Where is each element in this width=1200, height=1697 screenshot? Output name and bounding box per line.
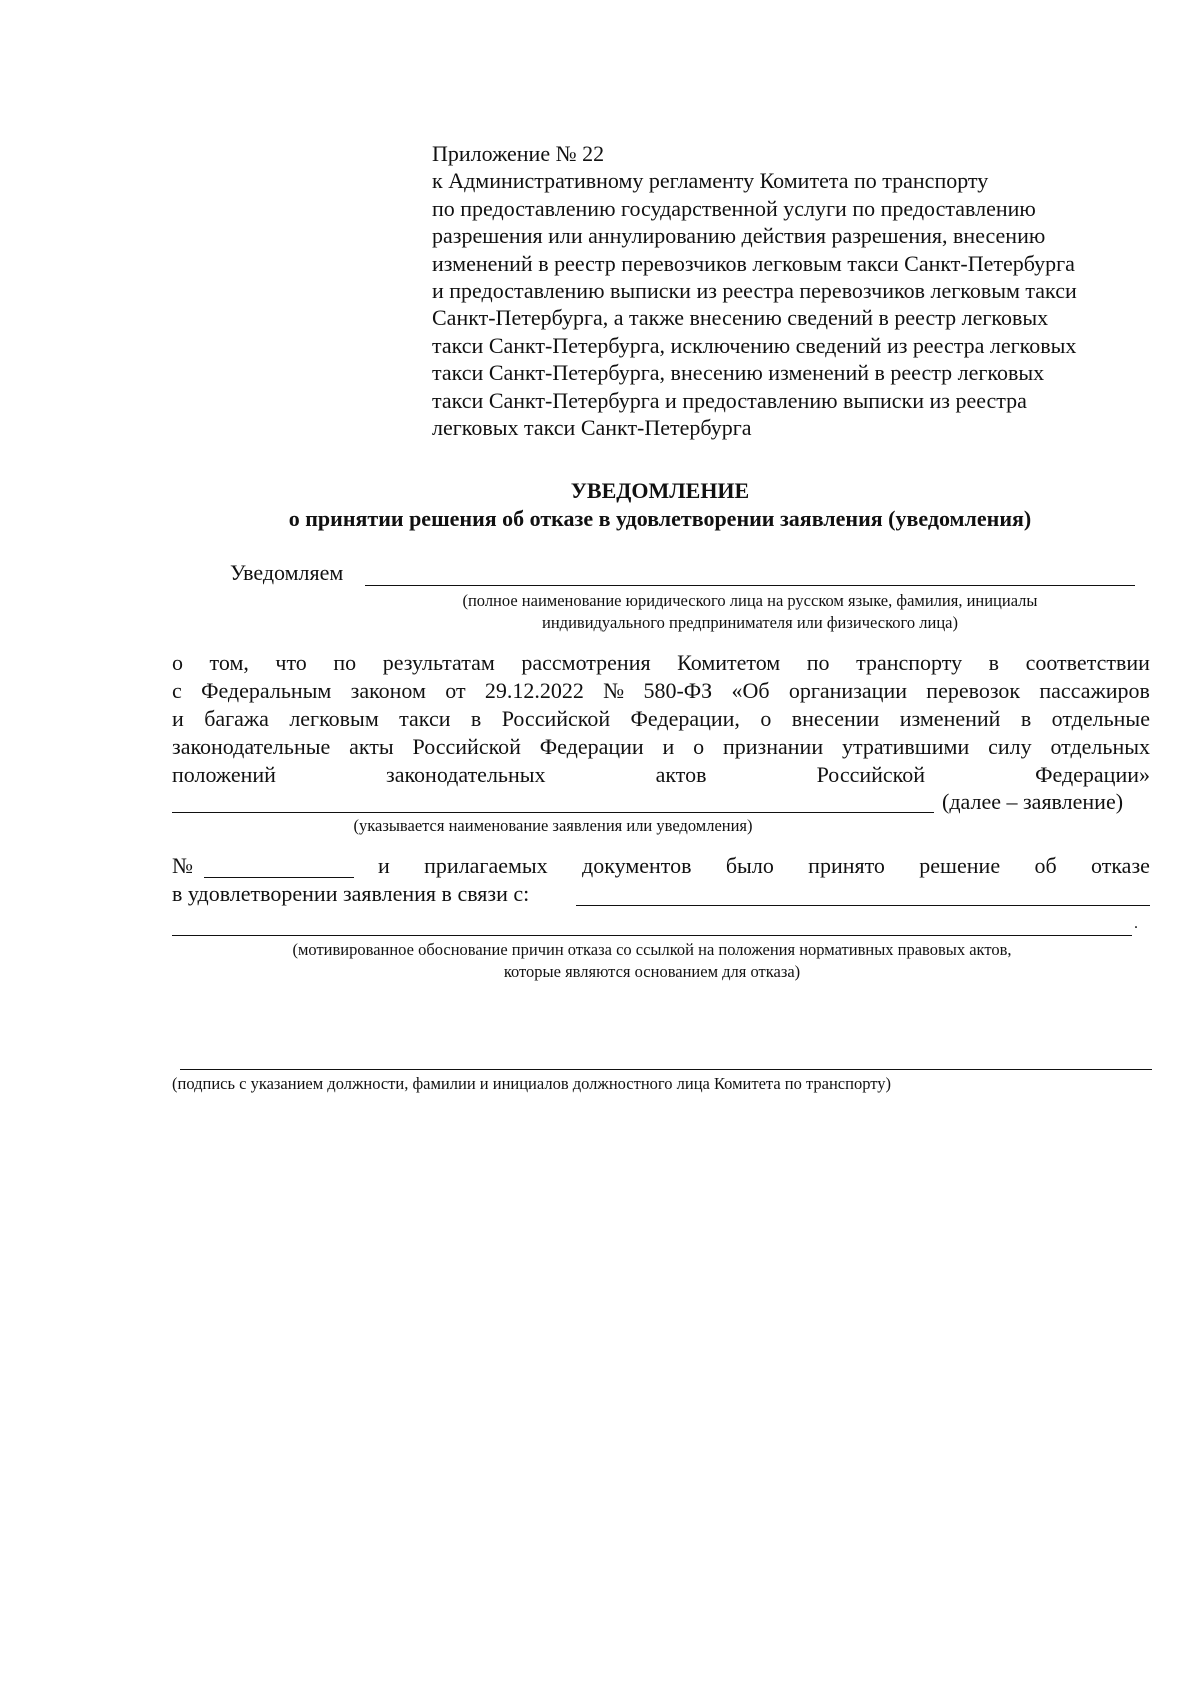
- word: отказе: [1091, 853, 1150, 878]
- word: документов: [582, 853, 692, 878]
- word: транспорту: [856, 650, 963, 675]
- word: том,: [209, 650, 249, 675]
- word: об: [1034, 853, 1057, 878]
- word: Комитетом: [677, 650, 781, 675]
- word: законом: [350, 678, 426, 703]
- signature-note: (подпись с указанием должности, фамилии и инициалов должностного лица Комитета по транспорту): [172, 1074, 891, 1093]
- refusal-note-line2: которые являются основанием для отказа): [503, 962, 801, 981]
- word: Федерации: [539, 734, 644, 759]
- appendix-reference: [432, 140, 1152, 441]
- word: пассажиров: [1039, 678, 1150, 703]
- word: было: [725, 853, 774, 878]
- further-referred-text: (далее – заявление): [942, 789, 1124, 814]
- appendix-line: Санкт-Петербурга, а также внесению сведений в реестр легковых: [432, 305, 1049, 331]
- word: такси: [399, 706, 451, 731]
- appendix-line: Приложение № 22: [432, 141, 605, 166]
- word: утратившими: [841, 734, 970, 759]
- word: по: [806, 650, 830, 675]
- body-line-1: [172, 650, 1150, 676]
- word: Российской: [501, 706, 611, 731]
- document-title: УВЕДОМЛЕНИЕ: [570, 478, 750, 503]
- appendix-line: такси Санкт-Петербурга, внесению изменений в реестр легковых: [432, 360, 1045, 386]
- recipient-note-line2: индивидуального предпринимателя или физического лица): [542, 613, 958, 632]
- word: рассмотрения: [521, 650, 651, 675]
- word: принято: [808, 853, 885, 878]
- word: отдельных: [1050, 734, 1150, 759]
- word: признании: [723, 734, 824, 759]
- appendix-line: к Административному регламенту Комитета по транспорту: [432, 168, 989, 194]
- word: отдельные: [1051, 706, 1150, 731]
- word: с: [172, 678, 182, 703]
- word: Федеральным: [201, 678, 332, 703]
- appendix-line: изменений в реестр перевозчиков легковым такси Санкт-Петербурга: [432, 250, 1075, 276]
- word: изменений: [899, 706, 1001, 731]
- word: 580-ФЗ: [643, 678, 713, 703]
- refusal-note-line1: (мотивированное обоснование причин отказа со ссылкой на положения нормативных правовых актов,: [292, 940, 1012, 959]
- word: и: [378, 853, 390, 878]
- document-subtitle: о принятии решения об отказе в удовлетворении заявления (уведомления): [288, 506, 1032, 531]
- number-sign: №: [172, 853, 193, 878]
- word: о: [693, 734, 705, 759]
- body-line-4: [172, 734, 1150, 760]
- word: прилагаемых: [424, 853, 548, 878]
- signature-field[interactable]: [180, 1069, 1152, 1070]
- word: №: [603, 678, 625, 703]
- word: актов: [655, 762, 707, 787]
- body-line-2: [172, 678, 1150, 704]
- word: от: [445, 678, 466, 703]
- word: решение: [919, 853, 1001, 878]
- application-name-note: (указывается наименование заявления или уведомления): [353, 816, 753, 835]
- body-line-5: [172, 762, 1150, 788]
- word: багажа: [204, 706, 269, 731]
- word: о: [172, 650, 183, 675]
- word: положений: [172, 762, 276, 787]
- word: законодательные: [172, 734, 331, 759]
- word: Федерации»: [1035, 762, 1150, 787]
- word: результатам: [382, 650, 495, 675]
- application-name-field[interactable]: [172, 812, 934, 813]
- appendix-line: такси Санкт-Петербурга и предоставлению выписки из реестра: [432, 387, 1027, 413]
- refusal-reason-field-continued[interactable]: [172, 935, 1132, 936]
- word: организации: [788, 678, 907, 703]
- word: Российской: [412, 734, 521, 759]
- word: перевозок: [926, 678, 1021, 703]
- appendix-line: такси Санкт-Петербурга, исключению сведений из реестра легковых: [432, 332, 1077, 358]
- application-number-field[interactable]: [204, 877, 354, 878]
- word: в: [988, 650, 1000, 675]
- word: в: [1020, 706, 1032, 731]
- recipient-note-line1: (полное наименование юридического лица на русском языке, фамилия, инициалы: [462, 591, 1038, 610]
- word: по: [333, 650, 357, 675]
- word: соответствии: [1025, 650, 1150, 675]
- word: внесении: [791, 706, 880, 731]
- refusal-reason-field[interactable]: [576, 905, 1150, 906]
- word: Российской: [816, 762, 925, 787]
- end-dot: .: [1134, 915, 1138, 932]
- word: акты: [349, 734, 394, 759]
- word: «Об: [731, 678, 770, 703]
- word: о: [760, 706, 772, 731]
- appendix-line: по предоставлению государственной услуги по предоставлению: [432, 195, 1036, 221]
- word: 29.12.2022: [484, 678, 584, 703]
- appendix-line: и предоставлению выписки из реестра перевозчиков легковым такси: [432, 278, 1077, 304]
- recipient-name-field[interactable]: [365, 585, 1135, 586]
- decision-line-1: [378, 853, 1150, 879]
- word: силу: [988, 734, 1032, 759]
- word: что: [275, 650, 307, 675]
- word: легковым: [289, 706, 379, 731]
- word: и: [172, 706, 184, 731]
- body-line-3: [172, 706, 1150, 732]
- notify-label: Уведомляем: [230, 560, 344, 585]
- word: законодательных: [386, 762, 546, 787]
- word: Федерации,: [630, 706, 740, 731]
- appendix-line: разрешения или аннулированию действия разрешения, внесению: [432, 223, 1046, 249]
- word: в: [470, 706, 482, 731]
- appendix-line: легковых такси Санкт-Петербурга: [432, 415, 752, 441]
- word: и: [662, 734, 675, 759]
- decision-line-2: в удовлетворении заявления в связи с:: [172, 881, 530, 906]
